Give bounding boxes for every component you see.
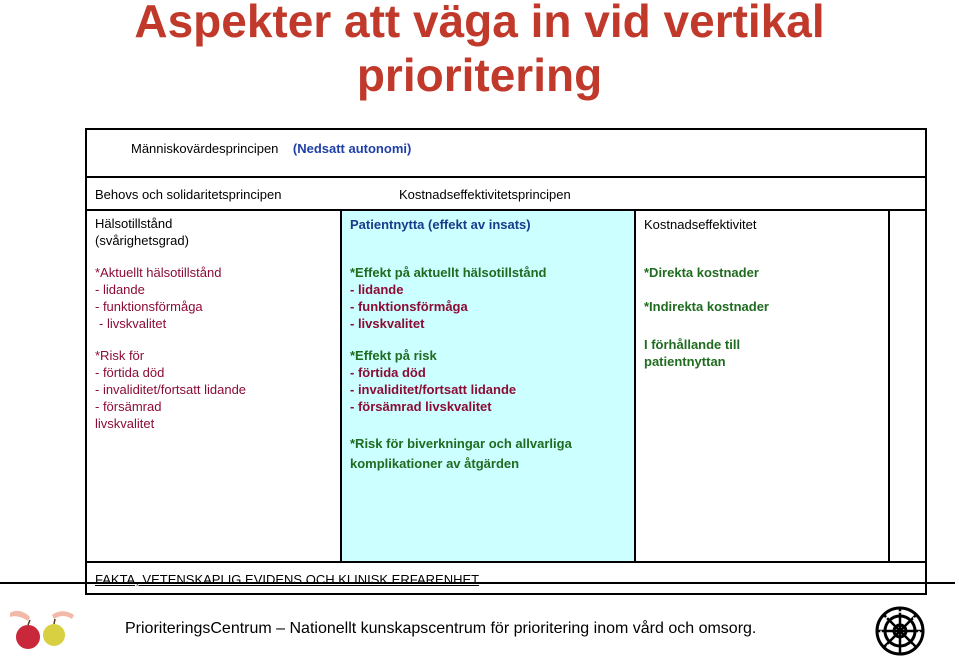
human-value-principle (131, 140, 411, 157)
side-effects-line2: komplikationer av åtgärden (350, 456, 520, 471)
side-effects-line1: *Risk för biverkningar och allvarliga (350, 436, 572, 451)
list-item: *Aktuellt hälsotillstånd (95, 265, 222, 280)
health-state-header (95, 215, 189, 249)
footer (0, 603, 959, 655)
celtic-knot-logo-icon (874, 605, 926, 657)
list-item: - lidande (95, 282, 145, 297)
title-line-1: Aspekter att väga in vid vertikal (134, 0, 825, 47)
indirect-costs: *Indirekta kostnader (644, 299, 769, 314)
facts-rule (0, 582, 955, 584)
list-item: - försämrad (95, 399, 162, 414)
health-state-list (95, 264, 246, 432)
divider-1 (87, 176, 927, 178)
cost-effectiveness-header: Kostnadseffektivitet (644, 217, 757, 232)
list-item: *Effekt på risk (350, 348, 437, 363)
list-item: - lidande (350, 282, 404, 297)
list-item: - förtida död (95, 365, 165, 380)
list-item (95, 332, 246, 347)
footer-text: PrioriteringsCentrum – Nationellt kunskapscentrum för prioritering inom vård och omsorg. (125, 620, 757, 637)
health-state-header-line1: Hälsotillstånd (95, 216, 173, 231)
list-item: - försämrad livskvalitet (350, 399, 492, 414)
facts-label: FAKTA, VETENSKAPLIG EVIDENS OCH KLINISK ERFARENHET (95, 572, 480, 587)
list-item: *Effekt på aktuellt hälsotillstånd (350, 265, 547, 280)
list-item: *Risk för (95, 348, 145, 363)
cost-effectiveness-principle: Kostnadseffektivitetsprincipen (399, 187, 571, 202)
direct-costs: *Direkta kostnader (644, 265, 759, 280)
relation-note (644, 336, 740, 370)
list-item: livskvalitet (95, 416, 155, 431)
list-item: - livskvalitet (350, 316, 425, 331)
side-effects-note (350, 434, 572, 474)
list-item: - funktionsförmåga (95, 299, 203, 314)
divider-2 (87, 209, 927, 211)
list-item (350, 332, 547, 347)
patient-benefit-list (350, 264, 547, 415)
apples-logo-icon (6, 609, 76, 653)
col-divider-3 (888, 209, 890, 561)
list-item: - livskvalitet (99, 316, 167, 331)
relation-line1: I förhållande till (644, 337, 741, 352)
divider-3 (87, 561, 927, 563)
list-item: - invaliditet/fortsatt lidande (350, 382, 517, 397)
list-item: - invaliditet/fortsatt lidande (95, 382, 247, 397)
title-line-2: prioritering (356, 49, 603, 101)
list-item: - förtida död (350, 365, 426, 380)
col-divider-2 (634, 209, 636, 561)
relation-line2: patientnyttan (644, 354, 726, 369)
health-state-header-line2: (svårighetsgrad) (95, 233, 189, 248)
human-value-label: Människovärdesprincipen (131, 141, 279, 156)
needs-solidarity-principle: Behovs och solidaritetsprincipen (95, 187, 282, 202)
list-item: - funktionsförmåga (350, 299, 468, 314)
priority-table (85, 128, 927, 595)
col-divider-1 (340, 209, 342, 561)
patient-benefit-header: Patientnytta (effekt av insats) (350, 217, 531, 232)
autonomy-note: (Nedsatt autonomi) (292, 141, 412, 156)
